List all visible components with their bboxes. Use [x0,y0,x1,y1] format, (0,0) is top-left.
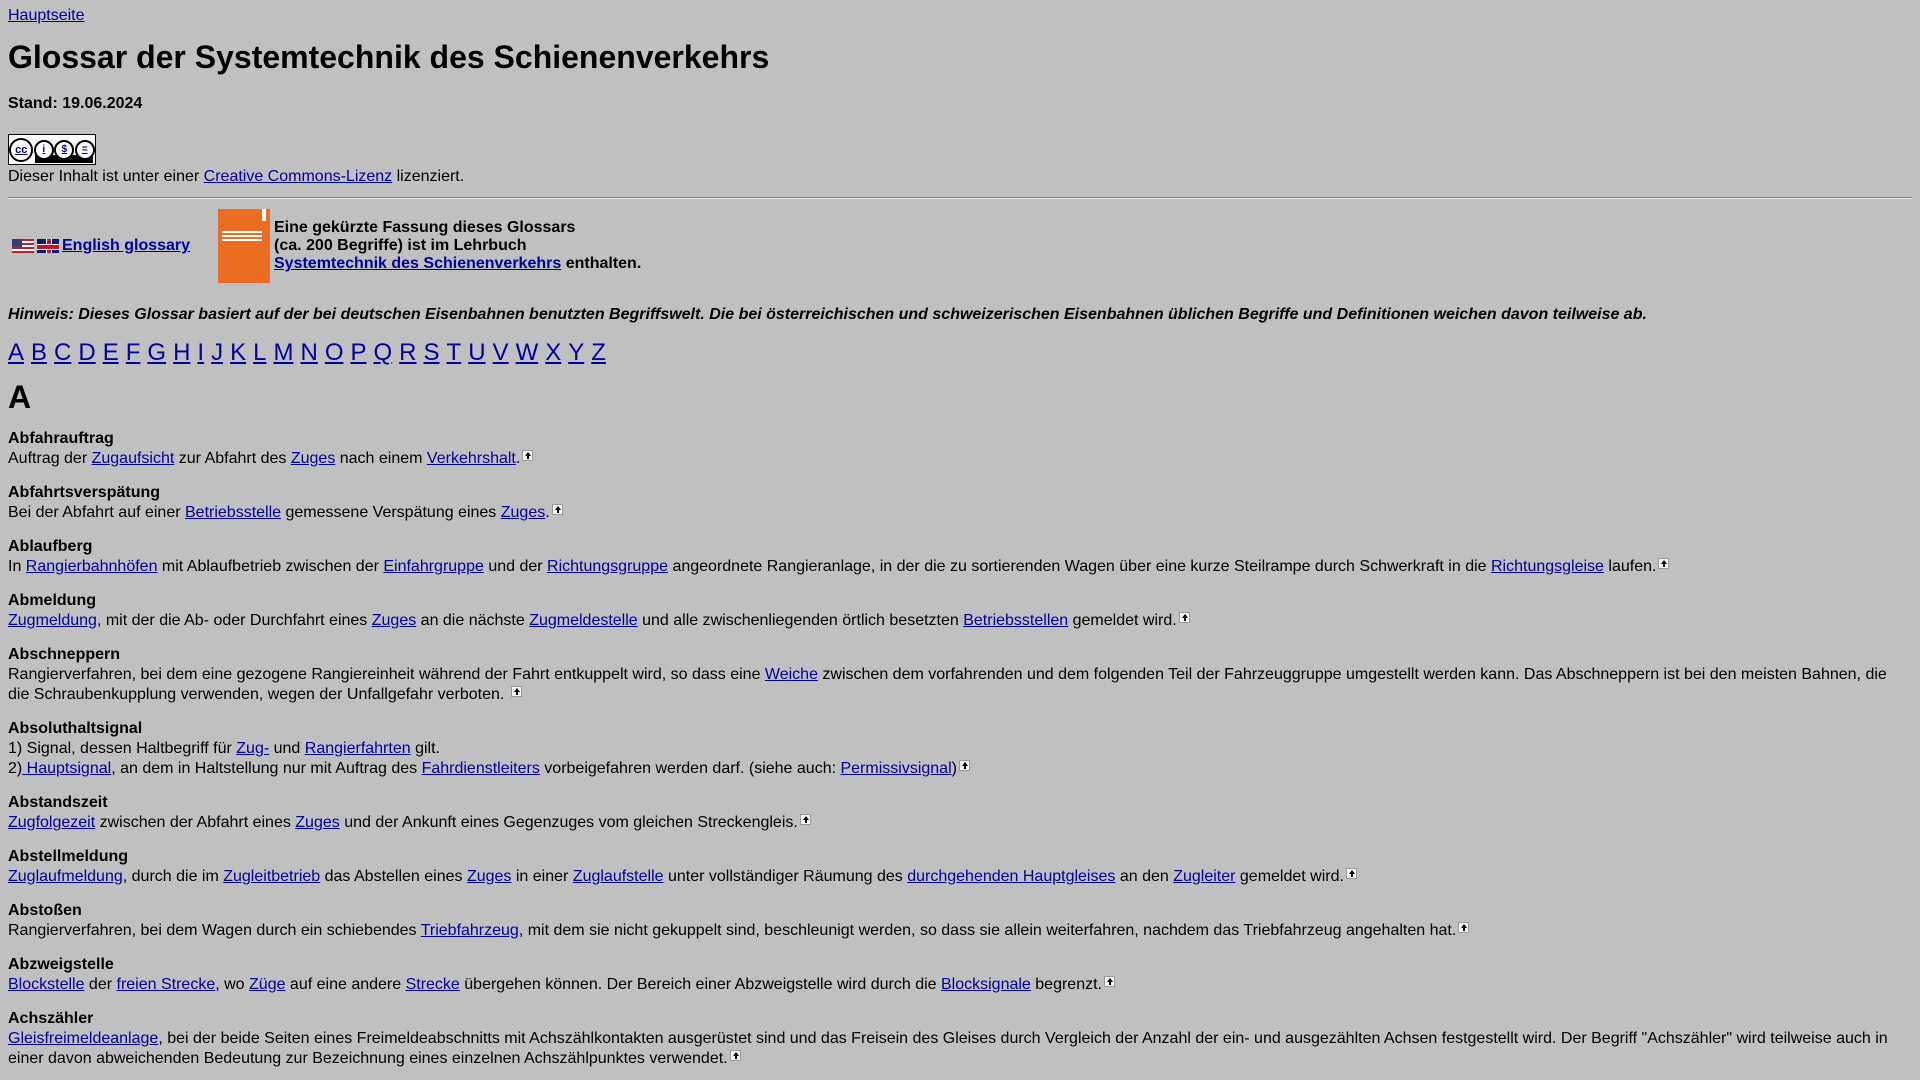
alphabet-link-p[interactable]: P [350,339,367,366]
term-link[interactable]: Blockstelle [8,976,85,993]
glossary-entry [8,719,1912,779]
definition-text: und alle zwischenliegenden örtlich besetzten [637,612,964,629]
definition-text: unter vollständiger Räumung des [663,868,908,885]
definition-text: , wo [215,976,250,993]
nc-icon: $ [54,140,74,160]
alphabet-link-c[interactable]: C [54,339,72,366]
info-row [8,209,1912,283]
stand-date: Stand: 19.06.2024 [8,95,143,112]
alphabet-link-t[interactable]: T [446,339,462,366]
definition-text: an den [1115,868,1174,885]
definition-text: In [8,558,26,575]
term-link[interactable]: Zugleitbetrieb [223,868,321,885]
cc-license-link[interactable]: Creative Commons-Lizenz [203,168,393,185]
glossary-entry [8,901,1912,941]
definition-text: vorbeigefahren werden darf. (siehe auch: [539,760,841,777]
definition-text: auf eine andere [285,976,406,993]
definition-text: Rangierverfahren, bei dem eine gezogene Rangiereinheit während der Fahrt entkuppelt wird, so dass eine [8,666,765,683]
definition-text: , an dem in Haltstellung nur mit Auftrag des [111,760,422,777]
glossary-definition [8,867,1912,887]
back-to-top-icon[interactable] [1104,976,1115,987]
term-link[interactable]: Richtungsgleise [1491,558,1604,575]
definition-text: 2) [8,760,23,777]
term-link[interactable]: Zuges [295,814,340,831]
definition-text: ) [951,760,957,777]
glossary-entry [8,483,1912,523]
cc-license-badge[interactable] [8,134,96,165]
term-link[interactable]: Gleisfreimeldeanlage [8,1030,159,1047]
glossary-term: Abstandszeit [8,794,108,811]
term-link[interactable]: Zuglaufstelle [572,868,664,885]
glossary-entry [8,793,1912,833]
term-link[interactable]: Fahrdienstleiters [421,760,540,777]
definition-text: , durch die im [122,868,224,885]
definition-text: zwischen dem vorfahrenden und dem folgenden Teil der Fahrzeuggruppe umgestellt werden kann. Das Abschneppern ist bei den meisten Bahnen, die die Schraubenkupplung verwenden, wegen der Unfallgefahr verboten. [8,666,1887,703]
definition-text: begrenzt. [1030,976,1102,993]
glossary-entries [8,429,1912,1069]
back-to-top-icon[interactable] [730,1050,741,1061]
definition-text: . [545,504,550,521]
alphabet-link-b[interactable]: B [31,339,48,366]
glossary-definition [8,611,1912,631]
alphabet-link-x[interactable]: X [545,339,562,366]
license-suffix: lizenziert. [392,168,465,185]
alphabet-link-f[interactable]: F [125,339,141,366]
term-link[interactable]: Zuglaufmeldung [8,868,123,885]
glossary-definition [8,813,1912,833]
nd-icon: = [75,140,95,160]
alphabet-link-l[interactable]: L [253,339,267,366]
definition-text: gemeldet wird. [1235,868,1344,885]
term-link[interactable]: Betriebsstellen [963,612,1069,629]
term-link[interactable]: Permissivsignal [840,760,952,777]
term-link[interactable]: Weiche [764,666,818,683]
glossary-entry [8,537,1912,577]
us-flag-icon [12,239,34,253]
book-suffix: enthalten. [561,255,642,272]
term-link[interactable]: Zuges [466,868,512,885]
term-link[interactable]: Zugmeldestelle [529,612,638,629]
glossary-term: Abstoßen [8,902,82,919]
back-to-top-icon[interactable] [552,504,563,515]
alphabet-link-y[interactable]: Y [568,339,585,366]
term-link[interactable]: Blocksignale [941,976,1031,993]
alphabet-link-i[interactable]: I [197,339,205,366]
glossary-entry [8,591,1912,631]
definition-text: zur Abfahrt des [174,450,291,467]
glossary-term: Abmeldung [8,592,96,609]
english-glossary-link[interactable]: English glossary [62,237,191,254]
definition-text: laufen. [1603,558,1657,575]
term-link[interactable]: Einfahrgruppe [383,558,484,575]
book-cover-image[interactable] [218,209,270,283]
glossary-definition [8,921,1912,941]
by-icon: i [34,140,54,160]
definition-text: zwischen der Abfahrt eines [95,814,296,831]
glossary-term: Abfahrauftrag [8,430,114,447]
term-link[interactable]: Zugaufsicht [91,450,175,467]
definition-text: nach einem [335,450,427,467]
license-prefix: Dieser Inhalt ist unter einer [8,168,204,185]
alphabet-link-u[interactable]: U [468,339,486,366]
alphabet-link-w[interactable]: W [515,339,539,366]
alphabet-link-g[interactable]: G [147,339,167,366]
glossary-entry [8,645,1912,705]
alphabet-link-m[interactable]: M [273,339,294,366]
uk-flag-icon [37,239,59,253]
definition-text: gemeldet wird. [1068,612,1177,629]
license-block [8,134,1912,187]
glossary-entry [8,847,1912,887]
term-link[interactable]: freien Strecke [116,976,216,993]
alphabet-link-d[interactable]: D [78,339,96,366]
alphabet-link-n[interactable]: N [300,339,318,366]
section-heading: A [8,379,32,415]
term-link[interactable]: Zugmeldung [8,612,97,629]
definition-text: mit Ablaufbetrieb zwischen der [157,558,384,575]
alphabet-index [8,339,1912,367]
term-link[interactable]: Zuges [500,504,546,521]
term-link[interactable]: Zuges [371,612,417,629]
glossary-definition [8,759,1912,779]
term-link[interactable]: Verkehrshalt [426,450,516,467]
book-line-2: (ca. 200 Begriffe) ist im Lehrbuch [274,237,527,254]
term-link[interactable]: Betriebsstelle [185,504,282,521]
glossary-entry [8,1009,1912,1069]
term-link[interactable]: Zugleiter [1173,868,1236,885]
definition-text: gilt. [410,740,440,757]
glossary-definition [8,1029,1912,1069]
definition-text: der [84,976,117,993]
glossary-definition [8,975,1912,995]
glossary-term: Abzweigstelle [8,956,114,973]
english-glossary-cell [8,236,218,256]
alphabet-link-k[interactable]: K [230,339,247,366]
definition-text: , mit dem sie nicht gekuppelt sind, beschleunigt werden, so dass sie allein weiterfahren, nachdem das Triebfahrzeug angehalten hat. [518,922,1457,939]
alphabet-link-q[interactable]: Q [373,339,393,366]
definition-text: gemessene Verspätung eines [281,504,501,521]
hint-note: Hinweis: Dieses Glossar basiert auf der bei deutschen Eisenbahnen benutzten Begriffswelt. Die bei österreichischen und schweizerischen Eisenbahnen üblichen Begriffe und Definitionen weichen davon teilweise ab. [8,306,1647,323]
definition-text: und der [483,558,548,575]
term-link[interactable]: Richtungsgruppe [547,558,668,575]
home-link[interactable]: Hauptseite [8,7,85,24]
page-title: Glossar der Systemtechnik des Schienenverkehrs [8,39,770,75]
definition-text: . [515,450,521,467]
glossary-term: Absoluthaltsignal [8,720,143,737]
back-to-top-icon[interactable] [1658,558,1669,569]
alphabet-link-z[interactable]: Z [591,339,606,366]
back-to-top-icon[interactable] [1179,612,1190,623]
back-to-top-icon[interactable] [959,760,970,771]
alphabet-link-e[interactable]: E [102,339,119,366]
term-link[interactable]: Hauptsignal [22,760,112,777]
glossary-term: Abstellmeldung [8,848,129,865]
definition-text: übergehen können. Der Bereich einer Abzweigstelle wird durch die [459,976,941,993]
definition-text: und der Ankunft eines Gegenzuges vom gleichen Streckengleis. [339,814,798,831]
alphabet-link-v[interactable]: V [492,339,509,366]
definition-text: Auftrag der [8,450,92,467]
term-link[interactable]: Zugfolgezeit [8,814,96,831]
alphabet-link-r[interactable]: R [399,339,417,366]
alphabet-link-o[interactable]: O [324,339,344,366]
alphabet-link-h[interactable]: H [173,339,191,366]
alphabet-link-s[interactable]: S [423,339,440,366]
term-link[interactable]: Zug- [236,740,270,757]
term-link[interactable]: Triebfahrzeug [420,922,519,939]
cc-icon: cc [9,138,33,162]
back-to-top-icon[interactable] [1458,922,1469,933]
glossary-definition [8,557,1912,577]
back-to-top-icon[interactable] [800,814,811,825]
glossary-definition [8,503,1912,523]
alphabet-link-j[interactable]: J [211,339,224,366]
definition-text: und [269,740,305,757]
term-link[interactable]: Rangierfahrten [304,740,411,757]
book-link[interactable]: Systemtechnik des Schienenverkehrs [274,255,562,272]
glossary-term: Abschneppern [8,646,121,663]
definition-text: , mit der die Ab- oder Durchfahrt eines [96,612,372,629]
license-text [8,167,1912,187]
divider [8,197,1912,199]
term-link[interactable]: Zuges [290,450,336,467]
glossary-entry [8,429,1912,469]
term-link[interactable]: Rangierbahnhöfen [25,558,158,575]
term-link[interactable]: Strecke [405,976,460,993]
definition-text: , bei der beide Seiten eines Freimeldeabschnitts mit Achszählkontakten ausgerüstet sind und das Freisein des Gleises durch Vergleich der Anzahl der ein- und ausgezählten Achsen festgestellt wird. Der Begriff "Achszähler" wird teilweise auch in einer davon abweichenden Bedeutung zur Bezeichnung eines einzelnen Achszählpunktes verwendet. [8,1030,1888,1067]
definition-text: in einer [511,868,573,885]
glossary-term: Abfahrtsverspätung [8,484,161,501]
glossary-term: Achszähler [8,1010,94,1027]
glossary-definition [8,665,1912,705]
book-line-1: Eine gekürzte Fassung dieses Glossars [274,219,576,236]
glossary-definition [8,739,1912,759]
definition-text: das Abstellen eines [320,868,467,885]
term-link[interactable]: durchgehenden Hauptgleises [907,868,1116,885]
definition-text: Bei der Abfahrt auf einer [8,504,185,521]
glossary-definition [8,449,1912,469]
book-info [274,219,641,273]
glossary-entry [8,955,1912,995]
definition-text: angeordnete Rangieranlage, in der die zu sortierenden Wagen über eine kurze Steilrampe durch Schwerkraft in die [668,558,1491,575]
glossary-term: Ablaufberg [8,538,93,555]
definition-text: an die nächste [416,612,530,629]
back-to-top-icon[interactable] [522,450,533,461]
back-to-top-icon[interactable] [511,686,522,697]
back-to-top-icon[interactable] [1346,868,1357,879]
alphabet-link-a[interactable]: A [8,339,25,366]
definition-text: 1) Signal, dessen Haltbegriff für [8,740,237,757]
definition-text: Rangierverfahren, bei dem Wagen durch ein schiebendes [8,922,421,939]
term-link[interactable]: Züge [249,976,286,993]
